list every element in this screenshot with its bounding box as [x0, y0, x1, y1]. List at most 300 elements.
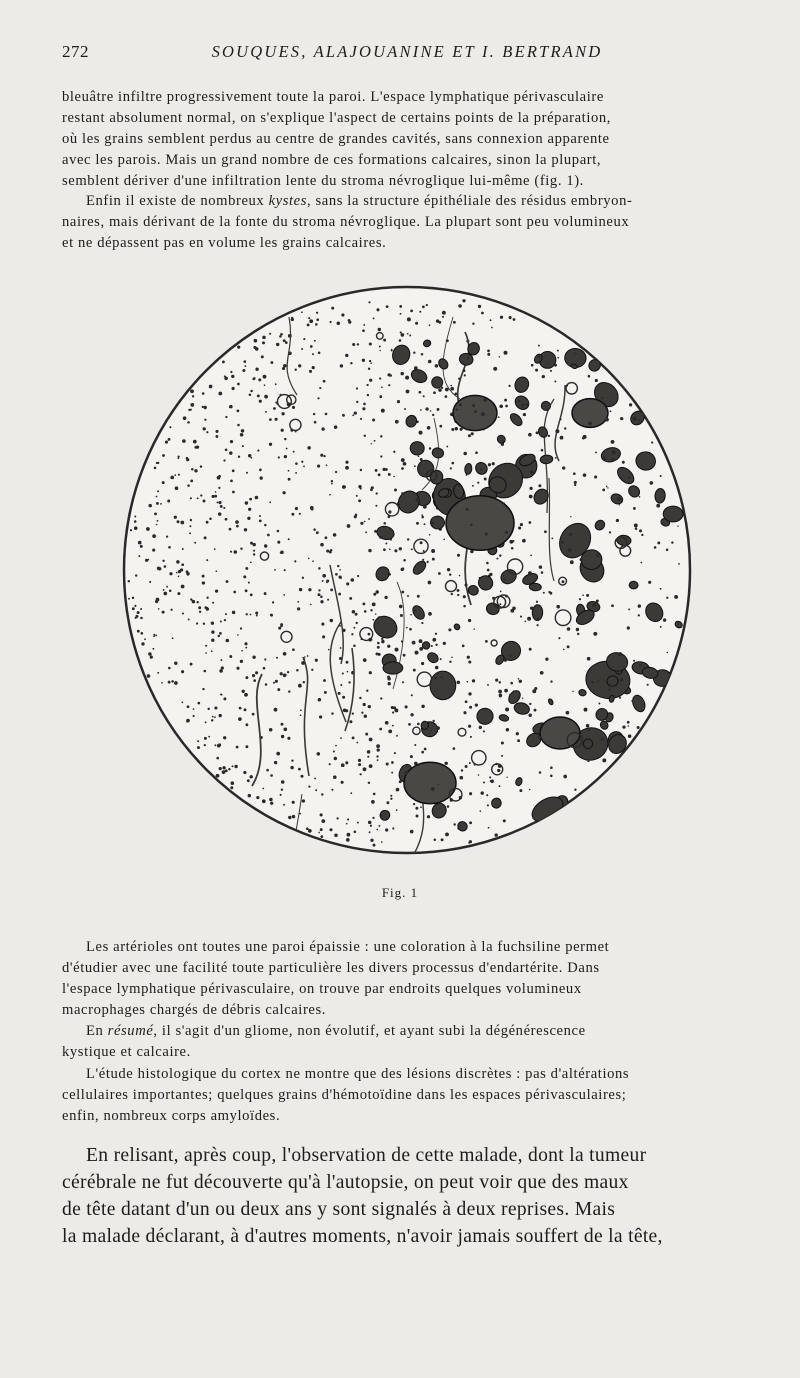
stroma-dot	[377, 748, 380, 751]
stroma-dot	[429, 324, 431, 326]
stipple-dot	[505, 531, 508, 534]
stroma-dot	[429, 447, 431, 449]
stipple-dot	[485, 533, 488, 536]
stroma-dot	[391, 772, 393, 774]
stroma-dot	[340, 647, 342, 649]
stroma-dot	[341, 781, 344, 784]
stroma-dot	[301, 311, 303, 313]
stroma-dot	[321, 819, 325, 823]
stroma-dot	[242, 690, 245, 693]
stroma-dot	[326, 582, 328, 584]
stipple-dot	[538, 736, 541, 739]
stipple-dot	[588, 603, 590, 605]
stipple-dot	[520, 616, 522, 618]
stroma-dot	[282, 491, 285, 494]
stroma-dot	[281, 789, 283, 791]
stroma-dot	[345, 466, 349, 470]
stroma-dot	[200, 465, 202, 467]
stroma-dot	[162, 611, 165, 614]
stroma-dot	[368, 705, 371, 708]
stipple-dot	[592, 603, 596, 607]
stroma-dot	[232, 491, 235, 494]
stroma-dot	[339, 576, 342, 579]
stroma-dot	[153, 634, 155, 636]
stroma-dot	[204, 744, 206, 746]
stroma-dot	[205, 652, 207, 654]
stroma-dot	[414, 465, 416, 467]
stipple-dot	[389, 538, 392, 541]
stipple-dot	[534, 709, 537, 712]
stroma-dot	[283, 364, 287, 368]
stroma-dot	[152, 648, 154, 650]
stroma-dot	[299, 588, 302, 591]
stroma-dot	[447, 568, 450, 571]
stipple-dot	[633, 507, 636, 510]
stroma-dot	[302, 577, 304, 579]
stroma-dot	[240, 627, 242, 629]
stipple-dot	[420, 409, 422, 411]
stroma-dot	[203, 500, 206, 503]
stroma-dot	[341, 313, 344, 316]
stroma-dot	[168, 667, 171, 670]
stipple-dot	[595, 451, 597, 453]
stroma-dot	[248, 582, 250, 584]
stroma-dot	[223, 459, 225, 461]
stipple-dot	[396, 788, 400, 792]
stipple-dot	[500, 591, 502, 593]
stroma-dot	[418, 455, 420, 457]
stipple-dot	[574, 484, 576, 486]
stroma-dot	[281, 429, 284, 432]
stroma-dot	[292, 801, 295, 804]
stroma-dot	[245, 589, 248, 592]
stipple-dot	[387, 645, 390, 648]
stroma-dot	[297, 601, 299, 603]
stipple-dot	[622, 461, 625, 464]
stroma-dot	[390, 795, 392, 797]
stipple-dot	[539, 771, 542, 774]
stroma-dot	[414, 744, 416, 746]
stroma-dot	[270, 802, 273, 805]
stipple-dot	[431, 787, 435, 791]
stroma-dot	[244, 708, 247, 711]
calcium-grain	[629, 581, 638, 589]
stroma-dot	[362, 602, 365, 605]
stroma-dot	[399, 605, 403, 609]
stroma-dot	[294, 560, 296, 562]
stipple-dot	[660, 588, 662, 590]
stipple-dot	[562, 580, 565, 583]
stroma-dot	[245, 745, 248, 748]
stipple-dot	[520, 523, 523, 526]
stipple-dot	[509, 655, 511, 657]
stroma-dot	[232, 611, 236, 615]
stroma-dot	[197, 746, 200, 749]
stroma-dot	[206, 431, 208, 433]
stroma-dot	[186, 721, 188, 723]
stroma-dot	[363, 658, 367, 662]
stroma-dot	[183, 416, 187, 420]
stroma-dot	[248, 508, 251, 511]
stroma-dot	[242, 369, 245, 372]
stipple-dot	[566, 711, 570, 715]
stroma-dot	[235, 520, 239, 524]
stipple-dot	[504, 351, 508, 355]
stipple-dot	[671, 541, 673, 543]
stroma-dot	[240, 547, 242, 549]
stroma-dot	[229, 451, 232, 454]
stipple-dot	[639, 664, 642, 667]
stroma-dot	[370, 839, 373, 842]
stroma-dot	[489, 776, 491, 778]
text-run: , sans la structure épithéliale des résidus embryon-	[307, 193, 633, 209]
stipple-dot	[380, 814, 382, 816]
stroma-dot	[232, 387, 235, 390]
stroma-dot	[157, 567, 160, 570]
stroma-dot	[255, 496, 259, 500]
stroma-dot	[320, 835, 323, 838]
stroma-dot	[225, 518, 228, 521]
stroma-dot	[147, 674, 151, 678]
stroma-dot	[346, 661, 349, 664]
stroma-dot	[237, 634, 239, 636]
stipple-dot	[435, 644, 437, 646]
stroma-dot	[277, 530, 280, 533]
stroma-dot	[432, 414, 434, 416]
text-run: Enfin il existe de nombreux	[86, 193, 269, 209]
stipple-dot	[445, 395, 448, 398]
stroma-dot	[377, 642, 380, 645]
stroma-dot	[150, 655, 153, 658]
text-line	[62, 1021, 752, 1042]
stroma-dot	[410, 713, 413, 716]
stipple-dot	[612, 450, 616, 454]
stroma-dot	[256, 615, 258, 617]
stipple-dot	[499, 554, 501, 556]
stroma-dot	[488, 827, 490, 829]
calcium-grain	[383, 662, 403, 675]
stipple-dot	[380, 435, 382, 437]
stroma-dot	[253, 543, 256, 546]
stipple-dot	[437, 672, 439, 674]
text-run: , il s'agit d'un gliome, non évolutif, et ayant subi la dégénérescence	[153, 1023, 586, 1039]
stipple-dot	[505, 708, 509, 712]
stroma-dot	[451, 593, 453, 595]
stroma-dot	[326, 549, 329, 552]
stipple-dot	[611, 458, 615, 462]
stipple-dot	[412, 641, 416, 645]
calcium-grain	[410, 441, 425, 455]
stroma-dot	[178, 575, 180, 577]
stroma-dot	[244, 360, 247, 363]
stroma-dot	[217, 744, 221, 748]
stroma-dot	[411, 548, 413, 550]
stroma-dot	[293, 451, 295, 453]
stipple-dot	[478, 774, 480, 776]
stroma-dot	[225, 769, 228, 772]
stroma-dot	[280, 672, 283, 675]
stroma-dot	[157, 520, 159, 522]
stroma-dot	[435, 364, 438, 367]
stipple-dot	[629, 403, 632, 406]
stroma-dot	[420, 806, 422, 808]
stipple-dot	[484, 478, 487, 481]
stroma-dot	[242, 445, 244, 447]
stipple-dot	[628, 725, 630, 727]
stroma-dot	[372, 603, 376, 607]
stroma-dot	[498, 416, 500, 418]
stipple-dot	[586, 724, 590, 728]
stroma-dot	[165, 441, 168, 444]
stipple-dot	[530, 555, 532, 557]
stroma-dot	[461, 769, 463, 771]
text-line: la malade déclarant, à d'autres moments, n'avoir jamais souffert de la tête,	[62, 1226, 663, 1247]
stroma-dot	[280, 552, 282, 554]
stroma-dot	[469, 821, 472, 824]
stroma-dot	[330, 321, 332, 323]
stroma-dot	[215, 430, 218, 433]
stroma-dot	[353, 645, 356, 648]
stipple-dot	[598, 680, 600, 682]
stroma-dot	[409, 335, 411, 337]
stroma-dot	[347, 671, 349, 673]
stipple-dot	[450, 467, 452, 469]
stroma-dot	[255, 368, 258, 371]
stipple-dot	[628, 476, 630, 478]
stipple-dot	[372, 419, 375, 422]
stipple-dot	[419, 647, 423, 651]
stroma-dot	[433, 639, 436, 642]
stipple-dot	[512, 607, 516, 611]
stroma-dot	[146, 527, 150, 531]
stroma-dot	[243, 771, 246, 774]
stipple-dot	[451, 462, 454, 465]
stroma-dot	[379, 728, 382, 731]
stroma-dot	[366, 384, 368, 386]
stroma-dot	[275, 418, 278, 421]
stipple-dot	[381, 638, 383, 640]
stroma-dot	[264, 524, 266, 526]
stipple-dot	[578, 738, 581, 741]
stroma-dot	[222, 360, 225, 363]
stroma-dot	[220, 659, 222, 661]
stipple-dot	[530, 606, 533, 609]
stroma-dot	[350, 792, 352, 794]
stipple-dot	[567, 645, 570, 648]
stroma-dot	[363, 767, 367, 771]
stroma-dot	[300, 714, 302, 716]
stroma-dot	[141, 642, 144, 645]
stipple-dot	[450, 385, 452, 387]
stipple-dot	[370, 488, 373, 491]
stroma-dot	[134, 516, 136, 518]
stipple-dot	[383, 526, 384, 527]
stipple-dot	[402, 567, 405, 570]
stipple-dot	[660, 626, 662, 628]
stroma-dot	[182, 439, 186, 443]
stroma-dot	[218, 512, 221, 515]
stroma-dot	[181, 585, 185, 589]
stipple-dot	[429, 534, 431, 536]
stipple-dot	[467, 357, 469, 359]
stroma-dot	[252, 378, 255, 381]
text-line: cellulaires importantes; quelques grains d'hémotoïdine dans les espaces périvasculaires;	[62, 1086, 627, 1103]
stroma-dot	[357, 343, 359, 345]
stipple-dot	[593, 632, 597, 636]
stroma-dot	[390, 798, 392, 800]
stroma-dot	[286, 448, 288, 450]
stipple-dot	[529, 648, 532, 651]
stroma-dot	[215, 435, 218, 438]
stipple-dot	[518, 400, 521, 403]
stroma-dot	[211, 630, 214, 633]
stroma-dot	[220, 693, 222, 695]
stipple-dot	[627, 626, 630, 629]
stroma-dot	[457, 594, 459, 596]
stroma-dot	[455, 427, 458, 430]
stroma-dot	[276, 657, 278, 659]
stroma-dot	[374, 440, 376, 442]
stroma-dot	[269, 728, 273, 732]
stroma-dot	[229, 406, 232, 409]
stipple-dot	[394, 549, 397, 552]
stipple-dot	[474, 410, 477, 413]
stroma-dot	[373, 317, 375, 319]
stipple-dot	[577, 633, 579, 635]
stipple-dot	[459, 575, 460, 576]
stroma-dot	[403, 462, 407, 466]
stroma-dot	[234, 765, 237, 768]
stipple-dot	[400, 614, 403, 617]
stroma-dot	[372, 619, 374, 621]
stipple-dot	[522, 698, 523, 699]
stroma-dot	[234, 550, 238, 554]
stroma-dot	[499, 405, 503, 409]
stroma-dot	[310, 604, 312, 606]
stroma-dot	[248, 454, 251, 457]
stroma-dot	[262, 336, 266, 340]
stroma-dot	[181, 563, 184, 566]
stipple-dot	[480, 468, 483, 471]
stipple-dot	[529, 495, 533, 499]
stroma-dot	[318, 832, 320, 834]
stroma-dot	[317, 397, 319, 399]
stroma-dot	[199, 611, 201, 613]
stroma-dot	[331, 483, 333, 485]
stroma-dot	[223, 736, 226, 739]
stroma-dot	[257, 394, 260, 397]
text-line: semblent dériver d'une infiltration lente du stroma névroglique lui-même (fig. 1).	[62, 172, 584, 189]
stroma-dot	[197, 601, 199, 603]
stipple-dot	[678, 563, 680, 565]
stroma-dot	[340, 737, 342, 739]
stroma-dot	[153, 636, 155, 638]
stipple-dot	[397, 400, 400, 403]
stroma-dot	[283, 674, 286, 677]
stroma-dot	[278, 627, 281, 630]
stroma-dot	[368, 301, 370, 303]
stipple-dot	[570, 560, 574, 564]
stroma-dot	[324, 691, 327, 694]
stipple-dot	[440, 676, 442, 678]
stroma-dot	[323, 455, 325, 457]
stroma-dot	[292, 815, 295, 818]
stroma-dot	[233, 591, 236, 594]
stroma-dot	[259, 400, 262, 403]
stipple-dot	[528, 571, 532, 575]
stroma-dot	[218, 487, 220, 489]
stroma-dot	[144, 638, 146, 640]
stroma-dot	[360, 522, 363, 525]
stroma-dot	[140, 617, 143, 620]
stroma-dot	[228, 768, 230, 770]
stroma-dot	[453, 747, 456, 750]
stroma-dot	[427, 815, 430, 818]
stroma-dot	[359, 697, 361, 699]
stipple-dot	[375, 505, 377, 507]
stroma-dot	[216, 774, 220, 778]
stroma-dot	[148, 504, 152, 508]
stroma-dot	[154, 467, 157, 470]
stroma-dot	[206, 559, 208, 561]
stroma-dot	[246, 472, 248, 474]
stipple-dot	[371, 800, 375, 804]
stroma-dot	[323, 679, 326, 682]
stroma-dot	[274, 569, 276, 571]
stroma-dot	[439, 425, 442, 428]
stroma-dot	[425, 407, 428, 410]
page-header	[62, 42, 752, 66]
stroma-dot	[395, 420, 399, 424]
stipple-dot	[379, 536, 382, 539]
stroma-dot	[320, 595, 323, 598]
stipple-dot	[492, 597, 495, 600]
stroma-dot	[352, 712, 354, 714]
emphasis-resume: résumé	[107, 1023, 154, 1039]
stroma-dot	[308, 785, 310, 787]
stroma-dot	[413, 669, 416, 672]
stroma-dot	[311, 669, 313, 671]
stroma-dot	[230, 551, 232, 553]
stroma-dot	[283, 339, 286, 342]
stipple-dot	[567, 627, 571, 631]
stipple-dot	[376, 492, 378, 494]
stipple-dot	[393, 476, 395, 478]
stroma-dot	[422, 559, 424, 561]
stipple-dot	[638, 614, 640, 616]
stipple-dot	[435, 633, 437, 635]
stroma-dot	[417, 723, 420, 726]
stipple-dot	[499, 785, 501, 787]
stroma-dot	[140, 545, 143, 548]
stroma-dot	[308, 588, 311, 591]
stipple-dot	[607, 487, 608, 488]
stroma-dot	[294, 368, 296, 370]
stroma-dot	[298, 364, 301, 367]
stroma-dot	[253, 550, 255, 552]
stroma-dot	[174, 662, 177, 665]
stroma-dot	[244, 528, 247, 531]
stipple-dot	[508, 385, 510, 387]
stroma-dot	[194, 469, 197, 472]
stroma-dot	[243, 575, 246, 578]
stipple-dot	[640, 562, 642, 564]
stroma-dot	[253, 346, 256, 349]
text-line: l'espace lymphatique périvasculaire, on trouve par endroits quelques volumineux	[62, 980, 582, 997]
stroma-dot	[321, 793, 323, 795]
stipple-dot	[576, 628, 579, 631]
stipple-dot	[531, 364, 534, 367]
